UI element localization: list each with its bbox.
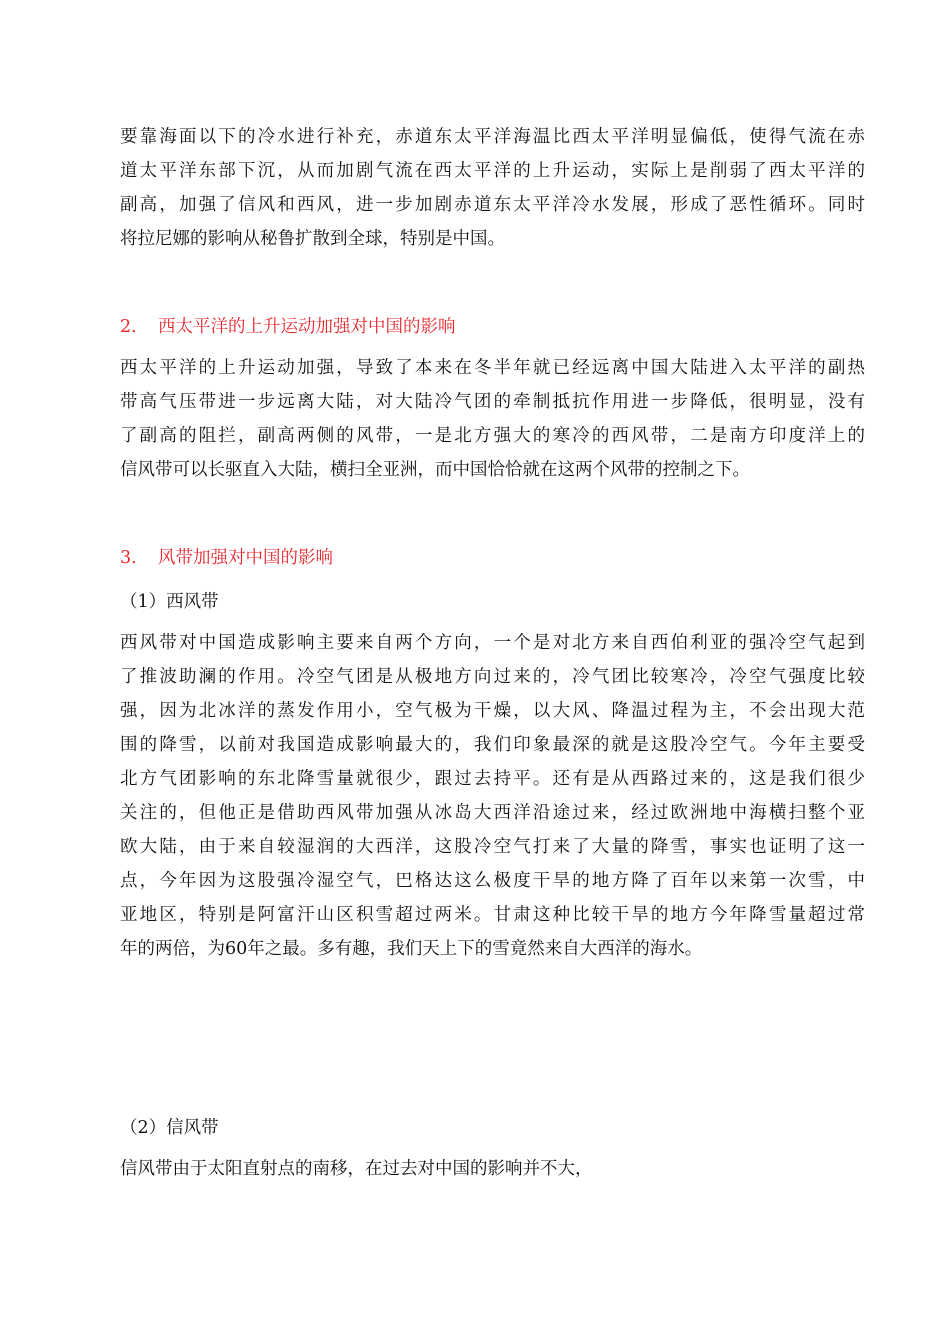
section-number: 3.	[120, 548, 137, 568]
section-heading-3	[120, 541, 333, 575]
text-line: 点，今年因为这股强冷湿空气，巴格达这么极度干旱的地方降了百年以来第一次雪，中	[120, 871, 865, 891]
text-line: 亚地区，特别是阿富汗山区积雪超过两米。甘肃这种比较干旱的地方今年降雪量超过常	[120, 905, 865, 925]
paragraph-3	[120, 626, 865, 966]
text-line: 将拉尼娜的影响从秘鲁扩散到全球，特别是中国。	[120, 229, 505, 249]
paragraph-2	[120, 351, 865, 487]
text-line: 年的两倍，为60年之最。多有趣，我们天上下的雪竟然来自大西洋的海水。	[120, 939, 703, 959]
text-line: 关注的，但他正是借助西风带加强从冰岛大西洋沿途过来，经过欧洲地中海横扫整个亚	[120, 803, 865, 823]
section-number: 2.	[120, 317, 137, 337]
text-line: 要靠海面以下的冷水进行补充，赤道东太平洋海温比西太平洋明显偏低，使得气流在赤	[120, 127, 865, 147]
section-heading-2	[120, 310, 456, 344]
text-line: 了推波助澜的作用。冷空气团是从极地方向过来的，冷气团比较寒冷，冷空气强度比较	[120, 667, 865, 687]
subsection-heading-1: （1）西风带	[120, 592, 219, 612]
section-title: 风带加强对中国的影响	[158, 548, 333, 568]
text-line: 信风带可以长驱直入大陆，横扫全亚洲，而中国恰恰就在这两个风带的控制之下。	[120, 460, 750, 480]
text-line: 了副高的阻拦，副高两侧的风带，一是北方强大的寒冷的西风带，二是南方印度洋上的	[120, 426, 865, 446]
text-line: 信风带由于太阳直射点的南移，在过去对中国的影响并不大，	[120, 1159, 593, 1179]
text-line: 西太平洋的上升运动加强，导致了本来在冬半年就已经远离中国大陆进入太平洋的副热	[120, 358, 865, 378]
text-line: 西风带对中国造成影响主要来自两个方向，一个是对北方来自西伯利亚的强冷空气起到	[120, 633, 865, 653]
text-line: 北方气团影响的东北降雪量就很少，跟过去持平。还有是从西路过来的，这是我们很少	[120, 769, 865, 789]
text-line: 围的降雪，以前对我国造成影响最大的，我们印象最深的就是这股冷空气。今年主要受	[120, 735, 865, 755]
paragraph-4	[120, 1152, 865, 1186]
paragraph-1	[120, 120, 865, 256]
subsection-heading-2: （2）信风带	[120, 1118, 219, 1138]
text-line: 副高，加强了信风和西风，进一步加剧赤道东太平洋冷水发展，形成了恶性循环。同时	[120, 195, 865, 215]
text-line: 欧大陆，由于来自较湿润的大西洋，这股冷空气打来了大量的降雪，事实也证明了这一	[120, 837, 865, 857]
text-line: 道太平洋东部下沉，从而加剧气流在西太平洋的上升运动，实际上是削弱了西太平洋的	[120, 161, 865, 181]
text-line: 强，因为北冰洋的蒸发作用小，空气极为干燥，以大风、降温过程为主，不会出现大范	[120, 701, 865, 721]
section-title: 西太平洋的上升运动加强对中国的影响	[158, 317, 456, 337]
text-line: 带高气压带进一步远离大陆，对大陆冷气团的牵制抵抗作用进一步降低，很明显，没有	[120, 392, 865, 412]
